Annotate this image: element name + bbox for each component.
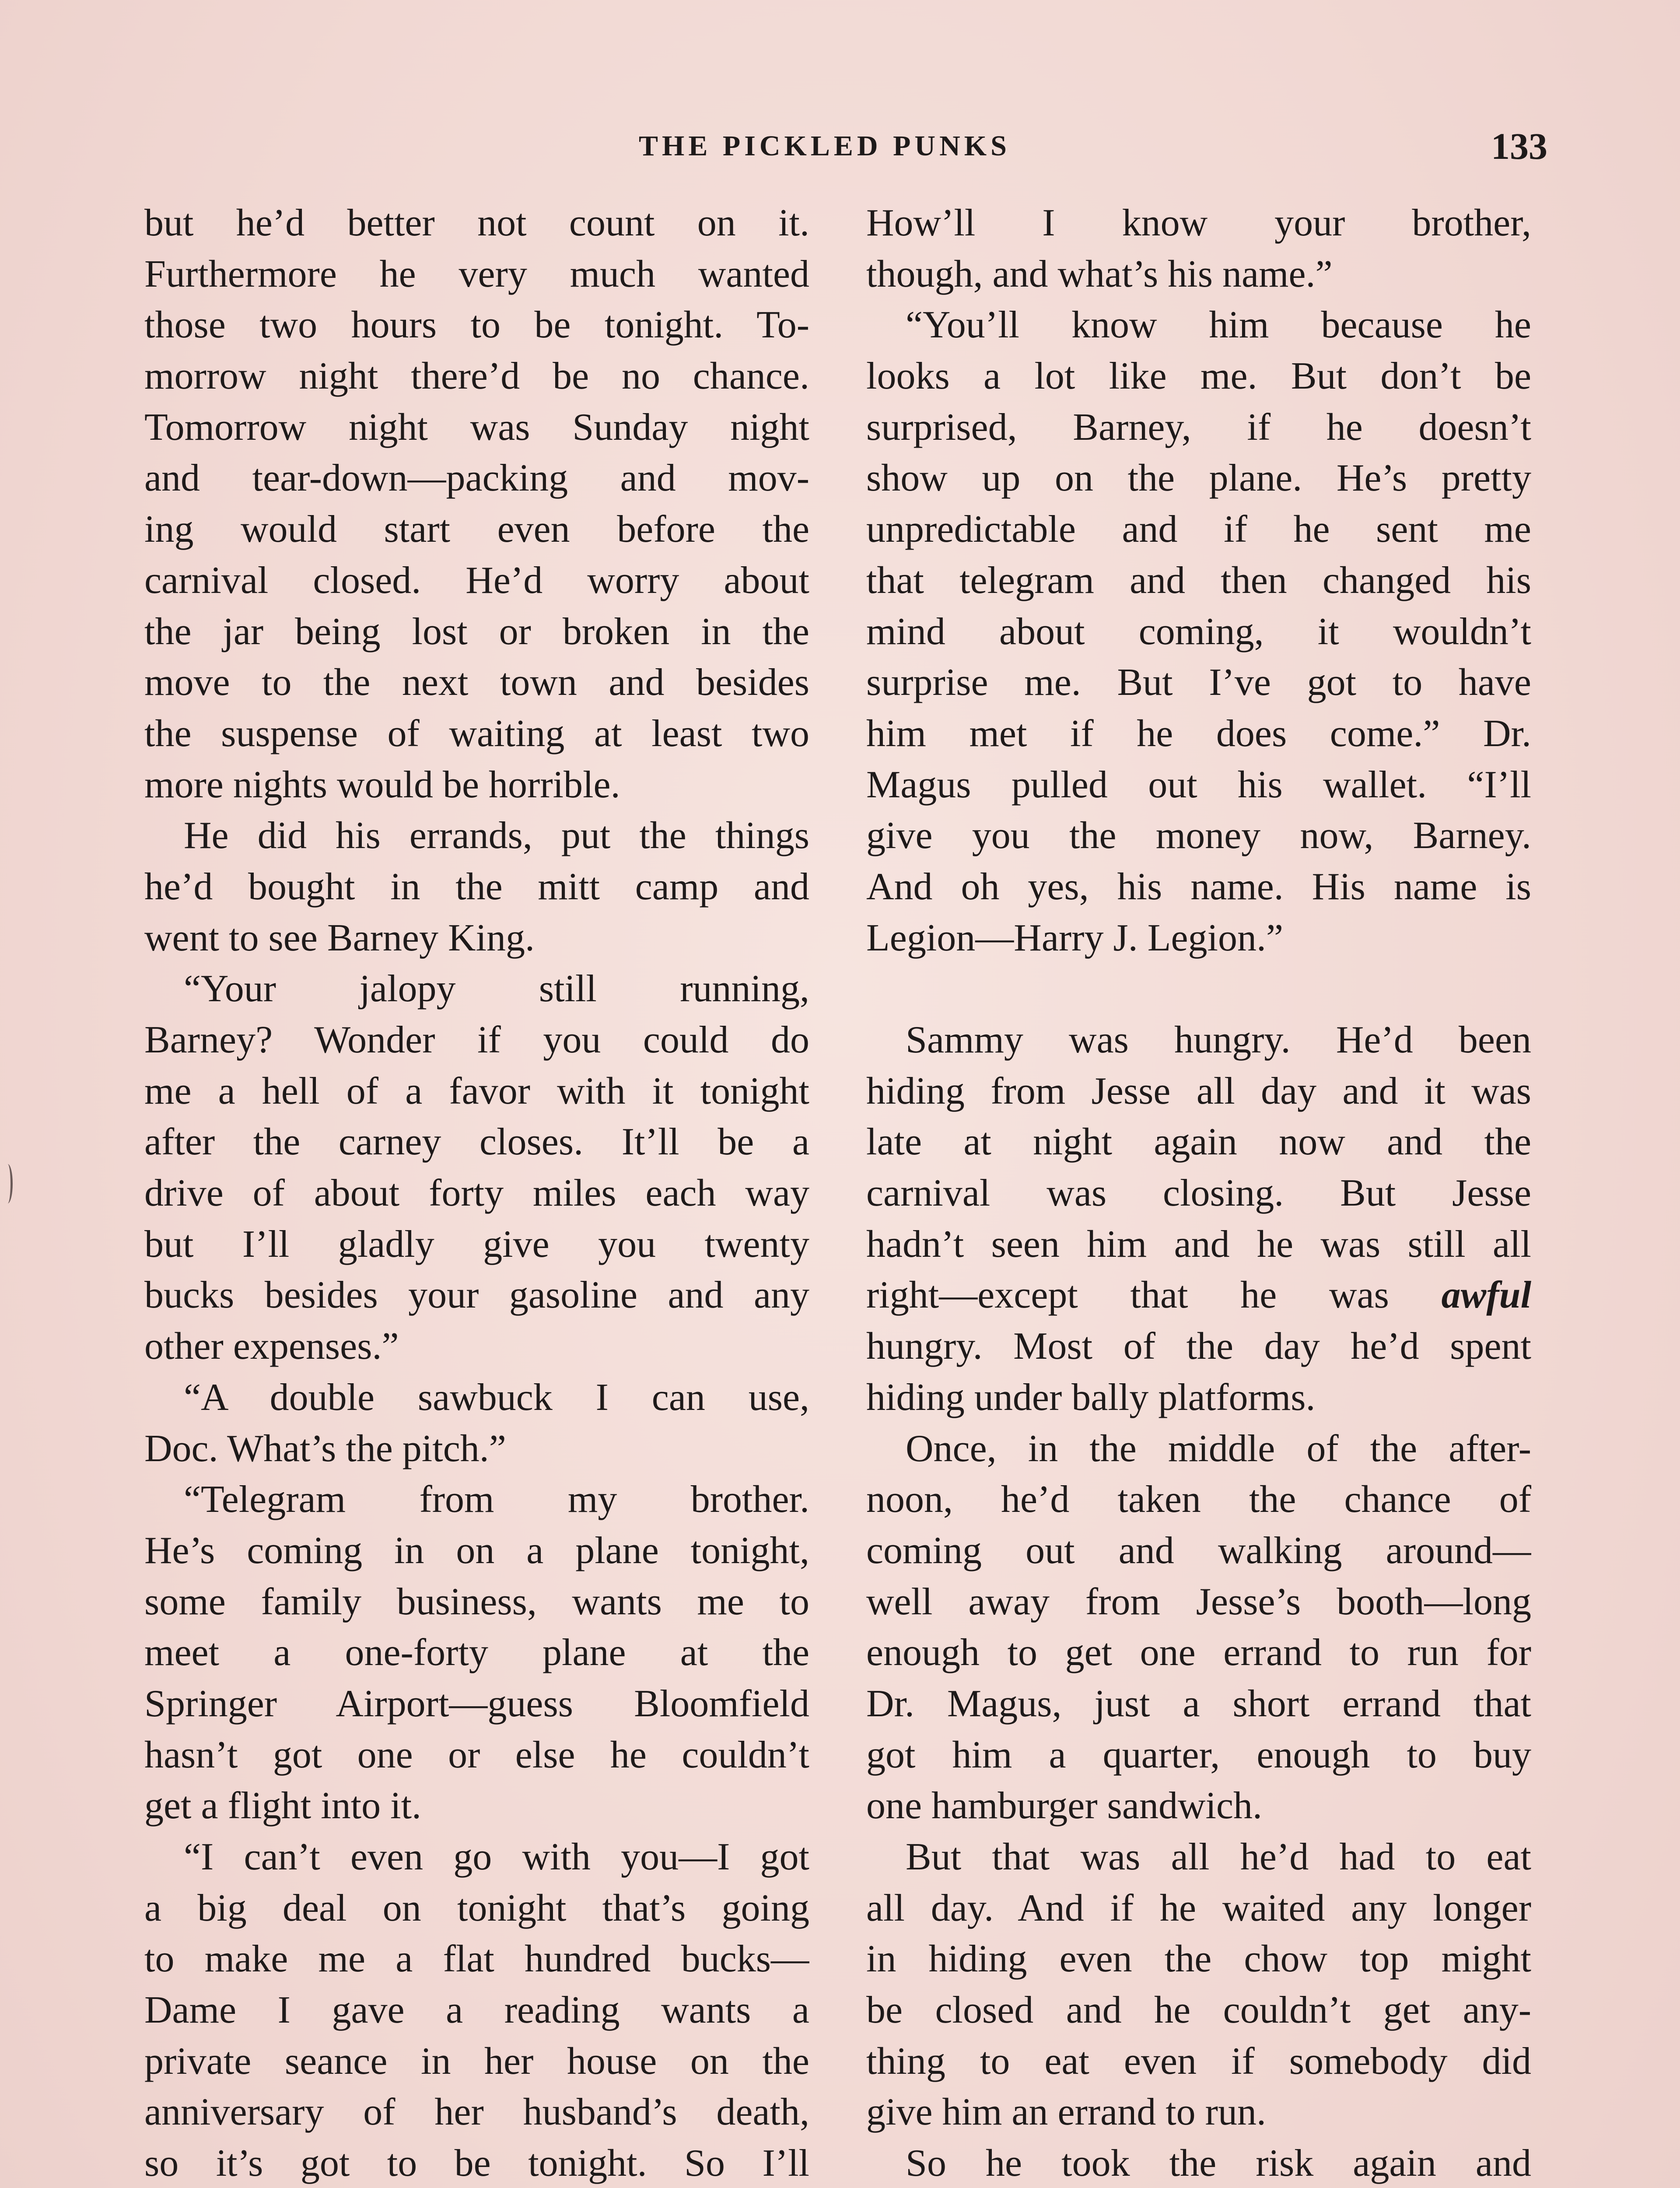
text-line: he’d bought in the mitt camp and (144, 865, 809, 908)
text-line: more nights would be horrible. (144, 763, 620, 806)
text-line: after the carney closes. It’ll be a (144, 1121, 809, 1164)
text-line: “Your jalopy still running, (184, 968, 809, 1010)
text-line: private seance in her house on the (144, 2040, 809, 2083)
text-line (866, 1270, 1531, 1321)
text-line: He did his errands, put the things (184, 814, 809, 857)
text-line: anniversary of her husband’s death, (144, 2091, 809, 2134)
text-line: He’s coming in on a plane tonight, (144, 1529, 809, 1572)
text-line: one hamburger sandwich. (866, 1785, 1263, 1827)
text-line: me a hell of a favor with it tonight (144, 1069, 809, 1112)
text-line: Dr. Magus, just a short errand that (866, 1682, 1531, 1725)
text-line: the suspense of waiting at least two (144, 712, 809, 755)
text-line: hungry. Most of the day he’d spent (866, 1325, 1531, 1368)
text-line: coming out and walking around— (866, 1529, 1531, 1572)
text-line (866, 964, 1531, 1015)
text-line: hasn’t got one or else he couldn’t (144, 1733, 809, 1776)
text-line: hadn’t seen him and he was still all (866, 1223, 1531, 1266)
text-line: but he’d better not count on it. (144, 202, 809, 244)
text-line: to make me a flat hundred bucks— (144, 1938, 809, 1981)
text-line: Tomorrow night was Sunday night (144, 406, 809, 449)
text-line: thing to eat even if somebody did (866, 2040, 1531, 2083)
text-line: Legion—Harry J. Legion.” (866, 916, 1284, 959)
text-line: ing would start even before the (144, 508, 809, 551)
text-line: give him an errand to run. (866, 2091, 1266, 2134)
emphasized-word: awful (1441, 1274, 1531, 1317)
text-line: enough to get one errand to run for (866, 1631, 1531, 1674)
text-line: move to the next town and besides (144, 661, 809, 704)
text-line: Furthermore he very much wanted (144, 252, 809, 295)
text-line: those two hours to be tonight. To- (144, 304, 809, 347)
text-line: the jar being lost or broken in the (144, 610, 809, 653)
text-line-content: right—except that he was (866, 1274, 1389, 1317)
right-text-column (866, 198, 1531, 2188)
text-line: get a flight into it. (144, 1785, 422, 1827)
text-line: Doc. What’s the pitch.” (144, 1427, 506, 1470)
text-line: but I’ll gladly give you twenty (144, 1223, 809, 1266)
text-line: “A double sawbuck I can use, (184, 1376, 809, 1419)
text-line: looks a lot like me. But don’t be (866, 355, 1531, 398)
text-line: So he took the risk again and (906, 2142, 1531, 2185)
text-line: bucks besides your gasoline and any (144, 1274, 809, 1317)
text-line: though, and what’s his name.” (866, 252, 1333, 295)
text-line: him met if he does come.” Dr. (866, 712, 1531, 755)
text-line: “You’ll know him because he (906, 304, 1531, 347)
margin-mark (3, 1164, 13, 1203)
running-head: THE PICKLED PUNKS (639, 130, 1011, 162)
text-line: “Telegram from my brother. (184, 1478, 809, 1521)
text-line: hiding from Jesse all day and it was (866, 1069, 1531, 1112)
text-line: got him a quarter, enough to buy (866, 1733, 1531, 1776)
text-line: late at night again now and the (866, 1121, 1531, 1164)
text-line: How’ll I know your brother, (866, 202, 1531, 244)
text-line: hiding under bally platforms. (866, 1376, 1316, 1419)
text-line: But that was all he’d had to eat (906, 1836, 1531, 1878)
text-line: all day. And if he waited any longer (866, 1886, 1531, 1929)
text-line: surprise me. But I’ve got to have (866, 661, 1531, 704)
text-line: be closed and he couldn’t get any- (866, 1989, 1531, 2032)
text-line: a big deal on tonight that’s going (144, 1886, 809, 1929)
text-line: surprised, Barney, if he doesn’t (866, 406, 1531, 449)
text-line: meet a one-forty plane at the (144, 1631, 809, 1674)
text-line: unpredictable and if he sent me (866, 508, 1531, 551)
text-line: other expenses.” (144, 1325, 399, 1368)
text-line: drive of about forty miles each way (144, 1172, 809, 1215)
text-line: Magus pulled out his wallet. “I’ll (866, 763, 1531, 806)
text-line: noon, he’d taken the chance of (866, 1478, 1531, 1521)
text-line: went to see Barney King. (144, 916, 535, 959)
text-line: and tear-down—packing and mov- (144, 457, 809, 500)
text-line: “I can’t even go with you—I got (184, 1836, 809, 1878)
text-line: carnival was closing. But Jesse (866, 1172, 1531, 1215)
text-line: so it’s got to be tonight. So I’ll (144, 2142, 809, 2185)
text-line: morrow night there’d be no chance. (144, 355, 809, 398)
page-number: 133 (1491, 125, 1547, 167)
text-line: give you the money now, Barney. (866, 814, 1531, 857)
text-line: Barney? Wonder if you could do (144, 1019, 809, 1061)
text-line: mind about coming, it wouldn’t (866, 610, 1531, 653)
text-line: well away from Jesse’s booth—long (866, 1580, 1531, 1623)
text-line: show up on the plane. He’s pretty (866, 457, 1531, 500)
text-line: And oh yes, his name. His name is (866, 865, 1531, 908)
text-line: carnival closed. He’d worry about (144, 559, 809, 602)
text-line: Springer Airport—guess Bloomfield (144, 1682, 809, 1725)
text-line: that telegram and then changed his (866, 559, 1531, 602)
text-line: Sammy was hungry. He’d been (906, 1019, 1531, 1061)
text-line: some family business, wants me to (144, 1580, 809, 1623)
text-line: Once, in the middle of the after- (906, 1427, 1531, 1470)
text-line: in hiding even the chow top might (866, 1938, 1531, 1981)
text-line: Dame I gave a reading wants a (144, 1989, 809, 2032)
left-text-column (144, 198, 809, 2188)
